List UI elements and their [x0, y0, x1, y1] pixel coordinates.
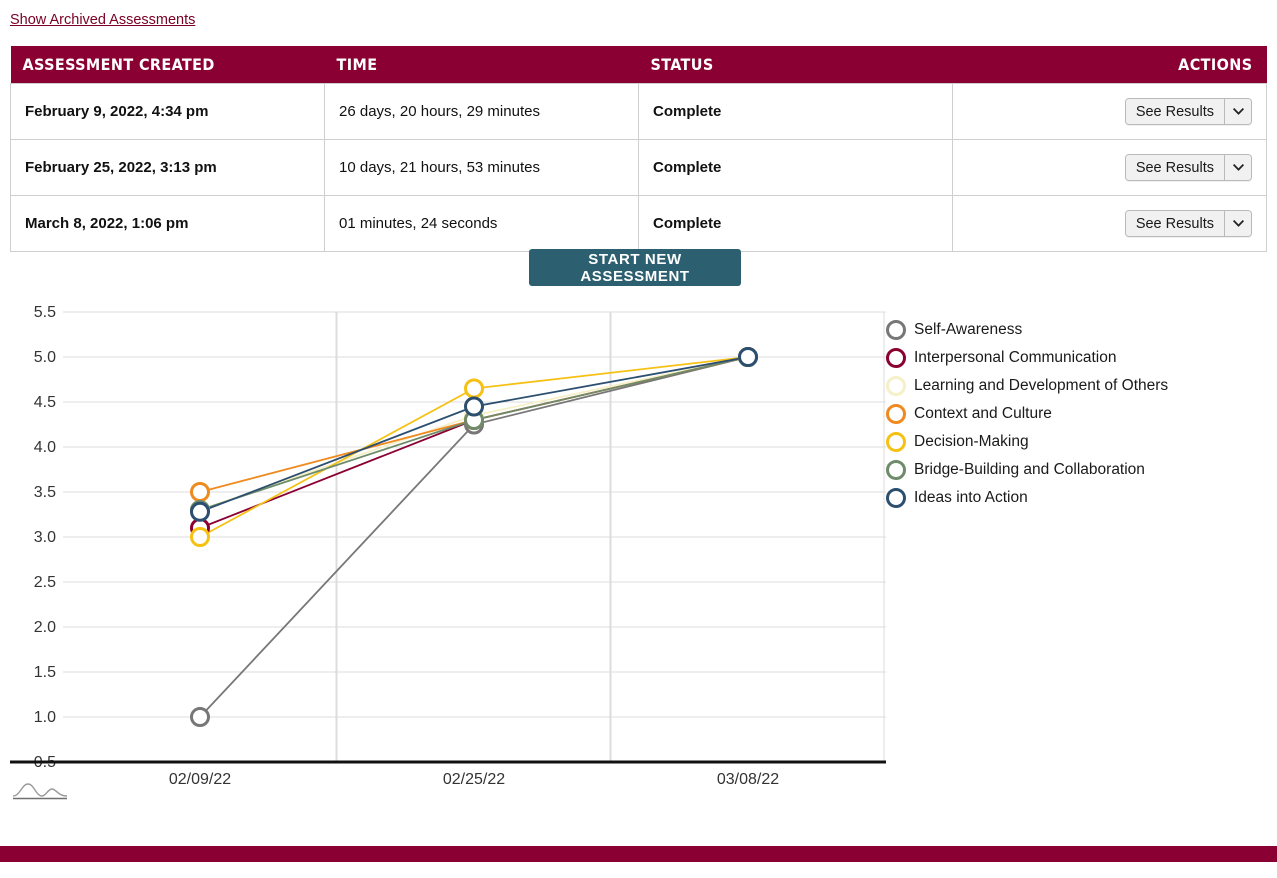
x-axis-tick-label: 02/25/22 — [442, 771, 506, 788]
y-axis-tick-label: 5.0 — [33, 349, 56, 366]
footer-bar — [0, 846, 1277, 862]
cell-actions — [953, 84, 1267, 140]
series-point — [192, 503, 209, 520]
legend-swatch-icon — [886, 460, 906, 480]
column-header-assessment-created: ASSESSMENT CREATED — [11, 46, 325, 84]
chevron-down-icon[interactable] — [1224, 155, 1251, 180]
cell-actions — [953, 196, 1267, 252]
chevron-down-icon[interactable] — [1224, 99, 1251, 124]
series-point — [466, 398, 483, 415]
table-head — [11, 46, 1267, 84]
sparkline-icon — [12, 778, 68, 800]
see-results-split-button[interactable] — [1125, 98, 1252, 125]
table-row — [11, 84, 1267, 140]
legend-item-label: Context and Culture — [914, 405, 1052, 422]
legend-item[interactable] — [886, 484, 1266, 512]
x-axis-tick-label: 03/08/22 — [716, 771, 780, 788]
table-header-row — [11, 46, 1267, 84]
table-row — [11, 196, 1267, 252]
legend-swatch-icon — [886, 320, 906, 340]
legend-item[interactable] — [886, 428, 1266, 456]
series-point — [192, 529, 209, 546]
y-axis-tick-label: 0.5 — [33, 754, 56, 771]
column-header-actions: ACTIONS — [953, 46, 1267, 84]
show-archived-assessments-link[interactable]: Show Archived Assessments — [10, 12, 196, 28]
legend-item-label: Learning and Development of Others — [914, 377, 1169, 394]
series-point — [466, 380, 483, 397]
see-results-button[interactable]: See Results — [1126, 99, 1224, 124]
column-header-time: TIME — [325, 46, 639, 84]
legend-swatch-icon — [886, 348, 906, 368]
y-axis-tick-label: 2.5 — [33, 574, 56, 591]
legend-item-label: Ideas into Action — [914, 489, 1028, 506]
y-axis-tick-label: 5.5 — [33, 304, 56, 321]
column-header-status: STATUS — [639, 46, 953, 84]
legend-item[interactable] — [886, 400, 1266, 428]
y-axis-tick-label: 2.0 — [33, 619, 56, 636]
legend-item[interactable] — [886, 456, 1266, 484]
see-results-split-button[interactable] — [1125, 154, 1252, 181]
chart-legend — [886, 316, 1266, 512]
cell-status: Complete — [639, 84, 953, 140]
y-axis-tick-label: 1.5 — [33, 664, 56, 681]
legend-item-label: Interpersonal Communication — [914, 349, 1117, 366]
cell-status: Complete — [639, 140, 953, 196]
legend-item-label: Decision-Making — [914, 433, 1029, 450]
see-results-button[interactable]: See Results — [1126, 155, 1224, 180]
cell-time: 10 days, 21 hours, 53 minutes — [325, 140, 639, 196]
cell-time: 01 minutes, 24 seconds — [325, 196, 639, 252]
see-results-button[interactable]: See Results — [1126, 211, 1224, 236]
series-point — [740, 349, 757, 366]
table-body — [11, 84, 1267, 252]
series-point — [192, 484, 209, 501]
start-new-assessment-button[interactable]: START NEW ASSESSMENT — [529, 249, 741, 286]
legend-swatch-icon — [886, 432, 906, 452]
y-axis-tick-label: 3.5 — [33, 484, 56, 501]
assessments-table-container — [10, 46, 1267, 252]
assessments-table — [10, 46, 1267, 252]
legend-item[interactable] — [886, 316, 1266, 344]
legend-item-label: Self-Awareness — [914, 321, 1023, 338]
cell-assessment-created: February 25, 2022, 3:13 pm — [11, 140, 325, 196]
legend-item-label: Bridge-Building and Collaboration — [914, 461, 1145, 478]
legend-swatch-icon — [886, 376, 906, 396]
cell-assessment-created: March 8, 2022, 1:06 pm — [11, 196, 325, 252]
legend-item[interactable] — [886, 344, 1266, 372]
table-row — [11, 140, 1267, 196]
legend-item[interactable] — [886, 372, 1266, 400]
cell-status: Complete — [639, 196, 953, 252]
series-point — [192, 709, 209, 726]
y-axis-tick-label: 3.0 — [33, 529, 56, 546]
chevron-down-icon[interactable] — [1224, 211, 1251, 236]
cell-assessment-created: February 9, 2022, 4:34 pm — [11, 84, 325, 140]
see-results-split-button[interactable] — [1125, 210, 1252, 237]
y-axis-tick-label: 4.5 — [33, 394, 56, 411]
legend-swatch-icon — [886, 404, 906, 424]
cell-actions — [953, 140, 1267, 196]
legend-swatch-icon — [886, 488, 906, 508]
cell-time: 26 days, 20 hours, 29 minutes — [325, 84, 639, 140]
y-axis-tick-label: 4.0 — [33, 439, 56, 456]
y-axis-tick-label: 1.0 — [33, 709, 56, 726]
x-axis-tick-label: 02/09/22 — [168, 771, 232, 788]
